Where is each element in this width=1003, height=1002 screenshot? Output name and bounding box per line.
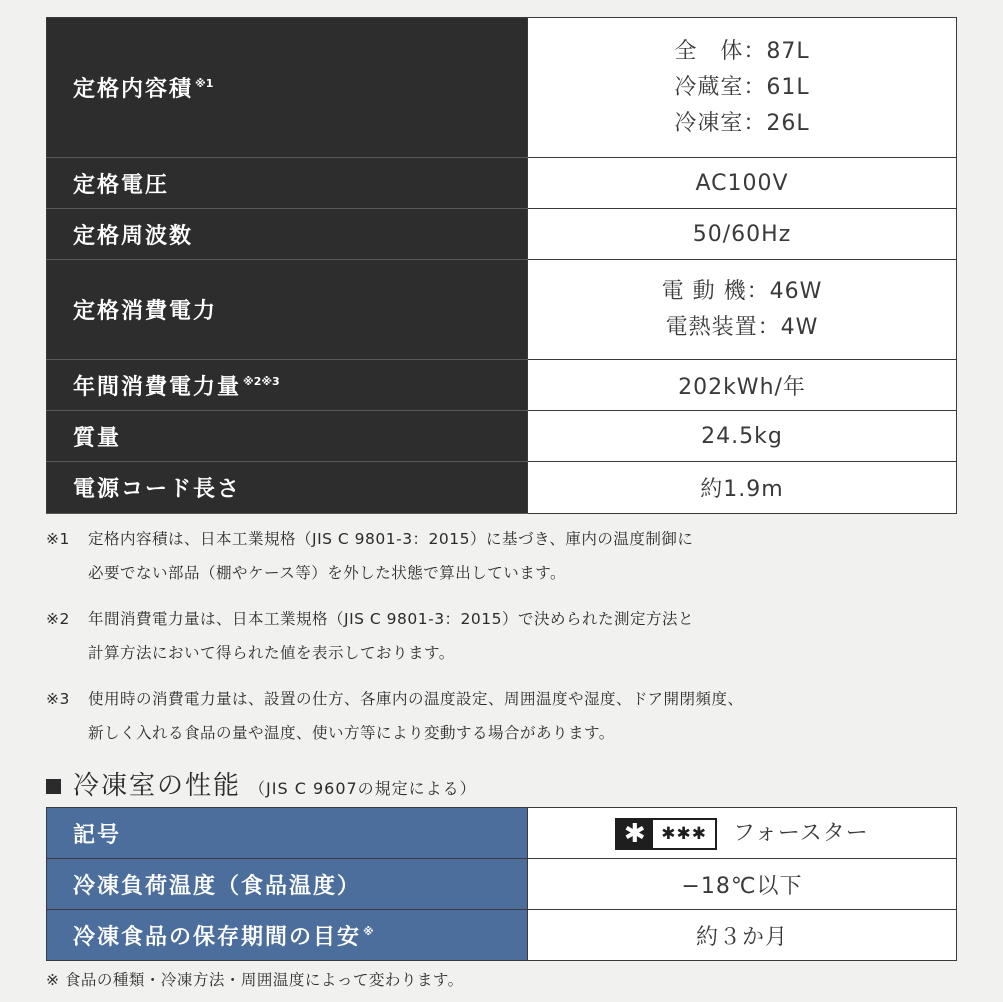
freezer-section-title [46, 765, 477, 802]
spec-label-mass: 質量 [47, 411, 528, 462]
freezer-row-symbol [47, 808, 957, 859]
freezer-row-storage [47, 910, 957, 961]
spec-label-power: 定格消費電力 [47, 260, 528, 360]
note-2-line1: 年間消費電力量は、日本工業規格（JIS C 9801-3：2015）で決められた測定方法と [88, 610, 695, 628]
note-1-line1: 定格内容積は、日本工業規格（JIS C 9801-3：2015）に基づき、庫内の温度制御に [88, 530, 694, 548]
spec-value-mass: 24.5kg [528, 411, 957, 462]
spec-row-capacity [47, 18, 957, 158]
note-1 [46, 522, 957, 590]
spec-row-voltage [47, 158, 957, 209]
capacity-total: 全 体：87L [674, 38, 810, 64]
note-3-line1: 使用時の消費電力量は、設置の仕方、各庫内の温度設定、周囲温度や湿度、ドア開閉頻度、 [88, 690, 744, 708]
spec-value-annual: 202kWh/年 [528, 360, 957, 411]
spec-row-mass [47, 411, 957, 462]
big-star-icon: ✱ [617, 820, 653, 848]
freezer-table [46, 807, 957, 961]
spec-value-frequency: 50/60Hz [528, 209, 957, 260]
spec-value-cord: 約1.9m [528, 462, 957, 514]
symbol-value-text: フォースター [732, 821, 869, 846]
annual-note-mark: ※2※3 [243, 374, 280, 388]
note-2-mark: ※2 [46, 610, 70, 628]
spec-table [46, 17, 957, 514]
note-1-mark: ※1 [46, 530, 70, 548]
power-heater: 電熱装置：4W [665, 314, 819, 340]
freezer-label-symbol: 記号 [47, 808, 528, 859]
freezer-label-storage [47, 910, 528, 961]
freezer-subtitle: （JIS C 9607の規定による） [249, 779, 477, 798]
freezer-value-temp: −18℃以下 [528, 859, 957, 910]
spec-label-voltage: 定格電圧 [47, 158, 528, 209]
capacity-note-mark: ※1 [195, 77, 214, 90]
spec-label-capacity [47, 18, 528, 158]
spec-notes [46, 522, 957, 762]
spec-value-voltage: AC100V [528, 158, 957, 209]
spec-row-cord [47, 462, 957, 514]
freezer-footnote: ※ 食品の種類・冷凍方法・周囲温度によって変わります。 [46, 971, 464, 989]
freezer-value-symbol [528, 808, 957, 859]
spec-value-power [528, 260, 957, 360]
storage-label-text: 冷凍食品の保存期間の目安 [73, 924, 362, 950]
spec-label-cord: 電源コード長さ [47, 462, 528, 514]
note-2 [46, 602, 957, 670]
note-3 [46, 682, 957, 750]
spec-label-frequency: 定格周波数 [47, 209, 528, 260]
note-3-line2: 新しく入れる食品の量や温度、使い方等により変動する場合があります。 [88, 724, 615, 742]
annual-label-text: 年間消費電力量 [73, 374, 242, 400]
spec-label-annual [47, 360, 528, 411]
capacity-label-text: 定格内容積 [73, 77, 194, 102]
three-stars-icon: ✱✱✱ [661, 824, 707, 844]
spec-row-frequency [47, 209, 957, 260]
capacity-fridge: 冷蔵室：61L [674, 74, 810, 100]
capacity-freezer: 冷凍室：26L [674, 110, 810, 136]
freezer-title-text: 冷凍室の性能 [73, 771, 242, 801]
freezer-row-temp [47, 859, 957, 910]
storage-note-mark: ※ [363, 924, 374, 938]
four-star-badge-icon [615, 818, 717, 850]
section-square-icon [46, 779, 61, 794]
spec-row-power [47, 260, 957, 360]
freezer-value-storage: 約３か月 [528, 910, 957, 961]
note-1-line2: 必要でない部品（棚やケース等）を外した状態で算出しています。 [88, 564, 566, 582]
spec-value-capacity [528, 18, 957, 158]
note-3-mark: ※3 [46, 690, 70, 708]
note-2-line2: 計算方法において得られた値を表示しております。 [88, 644, 455, 662]
power-motor: 電 動 機：46W [661, 278, 823, 304]
freezer-label-temp: 冷凍負荷温度（食品温度） [47, 859, 528, 910]
spec-row-annual [47, 360, 957, 411]
